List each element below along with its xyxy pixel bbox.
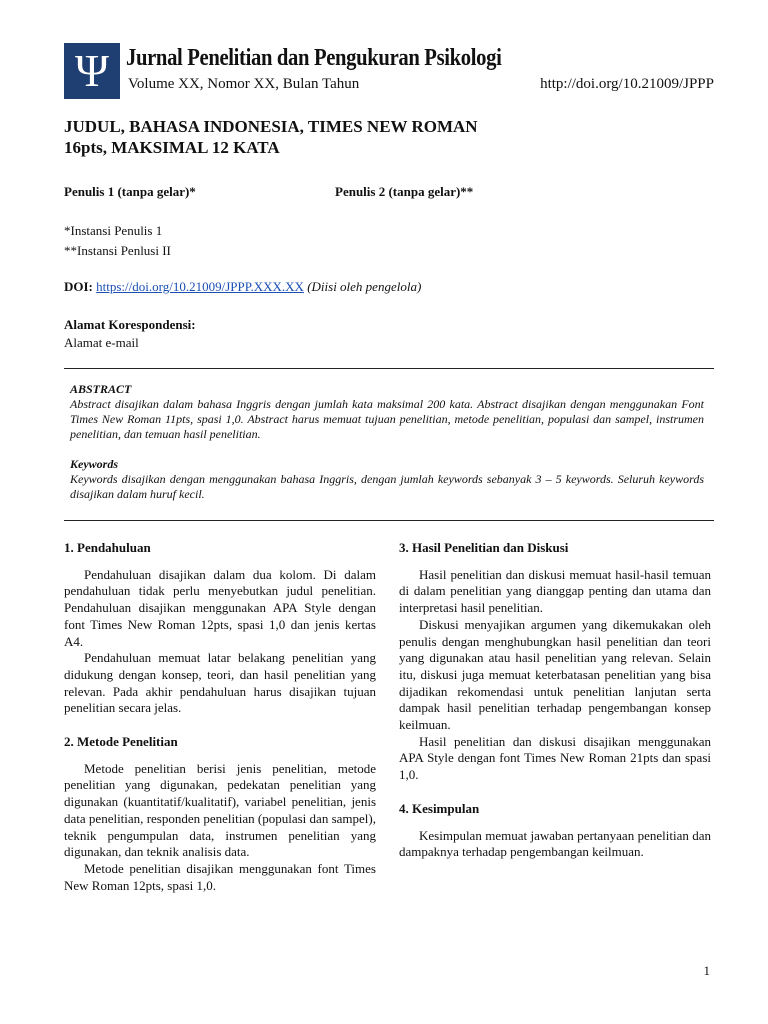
journal-header — [64, 43, 714, 99]
doi-note: (Diisi oleh pengelola) — [307, 279, 422, 294]
institution-2: **Instansi Penlusi II — [64, 243, 171, 258]
correspondence-value: Alamat e-mail — [64, 335, 139, 350]
paragraph: Kesimpulan memuat jawaban pertanyaan penelitian dan dampaknya terhadap pengembangan keilmuan. — [399, 827, 711, 860]
right-column — [399, 540, 711, 861]
page-number: 1 — [703, 963, 710, 978]
title-line-2: 16pts, MAKSIMAL 12 KATA — [64, 138, 280, 157]
paragraph: Hasil penelitian dan diskusi disajikan menggunakan APA Style dengan font Times New Roman 21pts dan spasi 1,0. — [399, 733, 711, 783]
article-title — [64, 116, 704, 158]
psi-logo-icon: Ψ — [64, 43, 120, 99]
abstract-bottom-divider — [64, 520, 714, 521]
correspondence-label: Alamat Korespondensi: — [64, 317, 196, 332]
paragraph: Pendahuluan disajikan dalam dua kolom. Di dalam pendahuluan tidak perlu menyebutkan judul penelitian. Pendahuluan disajikan menggunakan APA Style dengan font Times New Roman 12pts, spasi 1,0 dan jenis kertas A4. — [64, 566, 376, 649]
journal-title: Jurnal Penelitian dan Pengukuran Psikologi — [126, 45, 502, 71]
author-1: Penulis 1 (tanpa gelar)* — [64, 184, 196, 199]
paragraph: Metode penelitian disajikan menggunakan font Times New Roman 12pts, spasi 1,0. — [64, 860, 376, 893]
abstract-text: Abstract disajikan dalam bahasa Inggris dengan jumlah kata maksimal 200 kata. Abstract disajikan dengan menggunakan Font Times New Roman 11pts, spasi 1,0. Abstract harus memuat tujuan penelitian, metode penelitian, populasi dan sampel, instrumen penelitian, dan temuan hasil penelitian. — [70, 397, 704, 441]
section-heading-kesimpulan: 4. Kesimpulan — [399, 800, 480, 816]
section-heading-metode: 2. Metode Penelitian — [64, 734, 178, 750]
volume-info: Volume XX, Nomor XX, Bulan Tahun — [128, 76, 360, 92]
institution-1: *Instansi Penulis 1 — [64, 223, 163, 238]
left-column — [64, 540, 376, 894]
title-line-1: JUDUL, BAHASA INDONESIA, TIMES NEW ROMAN — [64, 117, 478, 136]
keywords-heading: Keywords — [70, 457, 118, 471]
doi-link[interactable]: https://doi.org/10.21009/JPPP.XXX.XX — [96, 279, 304, 294]
section-heading-hasil: 3. Hasil Penelitian dan Diskusi — [399, 540, 569, 555]
abstract-heading: ABSTRACT — [70, 382, 132, 396]
abstract-block — [70, 382, 704, 502]
keywords-text: Keywords disajikan dengan menggunakan bahasa Inggris, dengan jumlah keywords sebanyak 3 – 5 keywords. Seluruh keywords disajikan dalam huruf kecil. — [70, 472, 704, 501]
paragraph: Diskusi menyajikan argumen yang dikemukakan oleh penulis dengan menghubungkan hasil penelitian dan teori yang digunakan atau hasil penelitian yang relevan. Selain itu, diskusi juga memuat keterbatasan penelitian yang bisa dijadikan rekomendasi untuk penelitian lanjutan serta dampak hasil penelitian terhadap pengembangan konsep keilmuan. — [399, 616, 711, 733]
journal-doi: http://doi.org/10.21009/JPPP — [540, 76, 714, 92]
paragraph: Metode penelitian berisi jenis penelitian, metode penelitian yang digunakan, pedekatan penelitian yang digunakan (kuantitatif/kualitatif), variabel penelitian, jenis data penelitian, responden penelitian (populasi dan sampel), teknik pengumpulan data, instrumen penelitian yang digunakan, dan teknik analisis data. — [64, 760, 376, 860]
author-2: Penulis 2 (tanpa gelar)** — [335, 184, 474, 199]
abstract-top-divider — [64, 368, 714, 369]
paragraph: Pendahuluan memuat latar belakang penelitian yang didukung dengan konsep, teori, dan hasil penelitian yang relevan. Pada akhir pendahuluan harus disajikan tujuan penelitian secara jelas. — [64, 650, 376, 716]
paragraph: Hasil penelitian dan diskusi memuat hasil-hasil temuan di dalam penelitian yang dianggap penting dan utama dan interpretasi hasil penelitian. — [399, 566, 711, 616]
section-heading-pendahuluan: 1. Pendahuluan — [64, 540, 151, 555]
doi-label: DOI: — [64, 279, 93, 294]
doi-line — [64, 279, 421, 295]
